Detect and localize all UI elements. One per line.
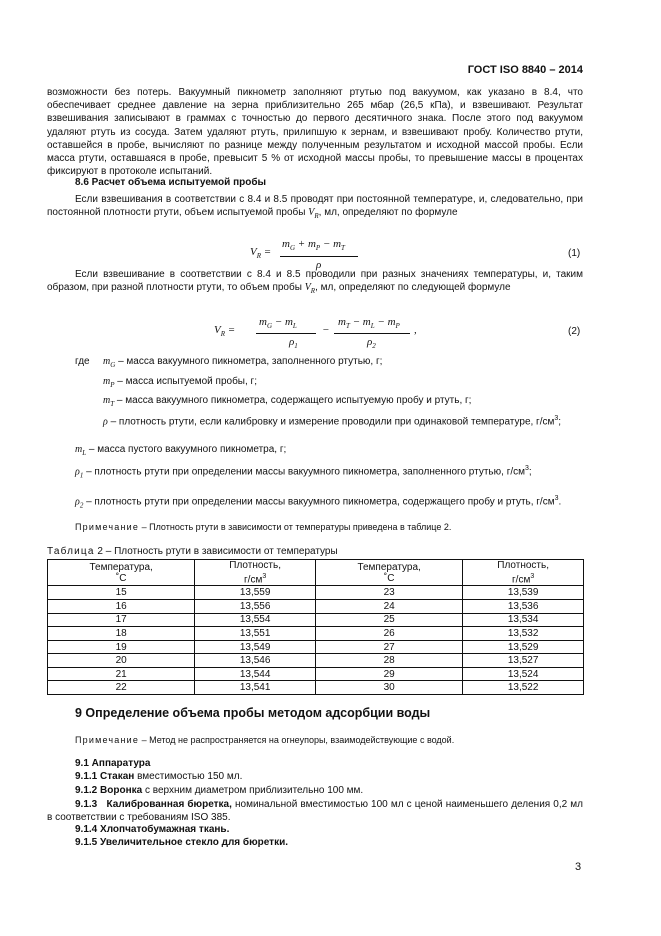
table-cell: 22 [48,681,195,695]
document-header: ГОСТ ISO 8840 – 2014 [467,64,583,76]
table-row [48,667,584,681]
table-cell: 15 [48,586,195,600]
paragraph-8-6-text-c: формуле [415,207,458,219]
where-label: где [75,356,90,367]
paragraph-continuation: возможности без потерь. Вакуумный пикнометр заполняют ртутью под вакуумом, как указано в 8.4, что обеспечивает среднее давление на зерна приблизительно 265 мбар (26,5 кПа), и взвешивают. Результат взвешивания записывают в граммах с точностью до первого десятичного знака. После этого под вакуумом удаляют ртуть из сосуда. Затем удаляют ртуть, прилипшую к зернам, и взвешивают пробу. Количество ртути, оставшейся в пробе, вычисляют по разнице между полученным результатом и исходной массой пробы. Если масса ртути, оставшаяся в пробе, превысит 5 % от исходной массы пробы, то превышение массы в процентах фиксируют в протоколе испытаний. [47,87,583,178]
table-cell: 13,559 [195,586,316,600]
item-9-1-1: 9.1.1 Стакан вместимостью 150 мл. [75,771,243,782]
item-9-1-5: 9.1.5 Увеличительное стекло для бюретки. [75,837,288,848]
def-rho: ρ – плотность ртути, если калибровку и измерение проводили при одинаковой температуре, $г/см^3$; [103,415,562,428]
table-cell: 29 [315,667,462,681]
table-cell: 13,539 [463,586,584,600]
table-cell: 13,529 [463,640,584,654]
table-header-temp-1: Температура, ˚C [48,560,195,586]
table-cell: 28 [315,654,462,668]
item-9-1-3: 9.1.3 Калиброванная бюретка, номинальной вместимостью 100 мл с ценой наименьшего деления 0,2 мл в соответствии с требованиям ISO 385. [47,799,583,824]
table-header-density-2: Плотность, $г/см^3$ [463,560,584,586]
paragraph-8-6-text-b: , мл, определяют по [318,207,413,219]
table-cell: 13,544 [195,667,316,681]
table-cell: 26 [315,627,462,641]
table-cell: 13,554 [195,613,316,627]
density-table [47,559,584,695]
table-cell: 16 [48,599,195,613]
table-cell: 19 [48,640,195,654]
page-number: 3 [575,861,582,873]
def-mp: $m_P$ – масса испытуемой пробы, г; [103,376,257,389]
table-cell: 30 [315,681,462,695]
table-cell: 13,546 [195,654,316,668]
table-cell: 21 [48,667,195,681]
def-rho1: $\rho_1$ – плотность ртути при определении массы вакуумного пикнометра, заполненного ртутью, $г/см^3$; [75,465,532,480]
note-1: Примечание – Плотность ртути в зависимости от температуры приведена в таблице 2. [75,522,452,532]
table-cell: 25 [315,613,462,627]
table-cell: 13,532 [463,627,584,641]
table-cell: 24 [315,599,462,613]
equation-2-number: (2) [568,326,581,337]
table-cell: 13,527 [463,654,584,668]
table-row [48,640,584,654]
vr-symbol: $V_R$ [308,207,319,221]
table-cell: 13,522 [463,681,584,695]
table-row [48,586,584,600]
table-cell: 13,534 [463,613,584,627]
def-mt: $m_T$ – масса вакуумного пикнометра, содержащего испытуемую пробу и ртуть, г; [103,395,472,408]
def-rho2: $\rho_2$ – плотность ртути при определении массы вакуумного пикнометра, содержащего пробу и ртуть, $г/см^3$. [75,495,562,510]
table-cell: 13,541 [195,681,316,695]
table-cell: 27 [315,640,462,654]
equation-1-number: (1) [568,248,581,259]
def-mg: $m_G$ – масса вакуумного пикнометра, заполненного ртутью, г; [103,356,383,369]
table-row [48,627,584,641]
item-9-1-4: 9.1.4 Хлопчатобумажная ткань. [75,824,230,835]
table-cell: 13,556 [195,599,316,613]
table-cell: 13,524 [463,667,584,681]
table-2-caption: Таблица 2 – Плотность ртути в зависимости от температуры [47,546,338,557]
section-9-1-heading: 9.1 Аппаратура [75,758,151,769]
table-header-density-1: Плотность, $г/см^3$ [195,560,316,586]
table-cell: 23 [315,586,462,600]
paragraph-8-6 [47,193,583,223]
table-row [48,681,584,695]
table-row [48,613,584,627]
table-cell: 13,549 [195,640,316,654]
table-cell: 18 [48,627,195,641]
table-cell: 13,536 [463,599,584,613]
paragraph-8-6-text: Если взвешивания в соответствии с 8.4 и 8.5 проводят при постоянной температуре, и, следовательно, при постоянной плотности ртути, объем испытуемой пробы [47,194,583,219]
table-cell: 20 [48,654,195,668]
paragraph-8-6-b: Если взвешивание в соответствии с 8.4 и 8.5 проводили при разных значениях температуры, и, таким образом, при разной плотности ртути, то объем пробы $V_R$, мл, определяют по следующей формуле [47,269,583,296]
table-header-temp-2: Температура, ˚C [315,560,462,586]
def-ml: $m_L$ – масса пустого вакуумного пикнометра, г; [75,444,287,457]
note-2: Примечание – Метод не распространяется на огнеупоры, взаимодействующие с водой. [75,735,455,745]
item-9-1-2: 9.1.2 Воронка с верхним диаметром приблизительно 100 мм. [75,785,364,796]
table-row [48,599,584,613]
section-9-heading: 9 Определение объема пробы методом адсорбции воды [75,706,431,720]
section-8-6-heading: 8.6 Расчет объема испытуемой пробы [75,177,267,188]
table-cell: 13,551 [195,627,316,641]
table-row [48,654,584,668]
table-cell: 17 [48,613,195,627]
